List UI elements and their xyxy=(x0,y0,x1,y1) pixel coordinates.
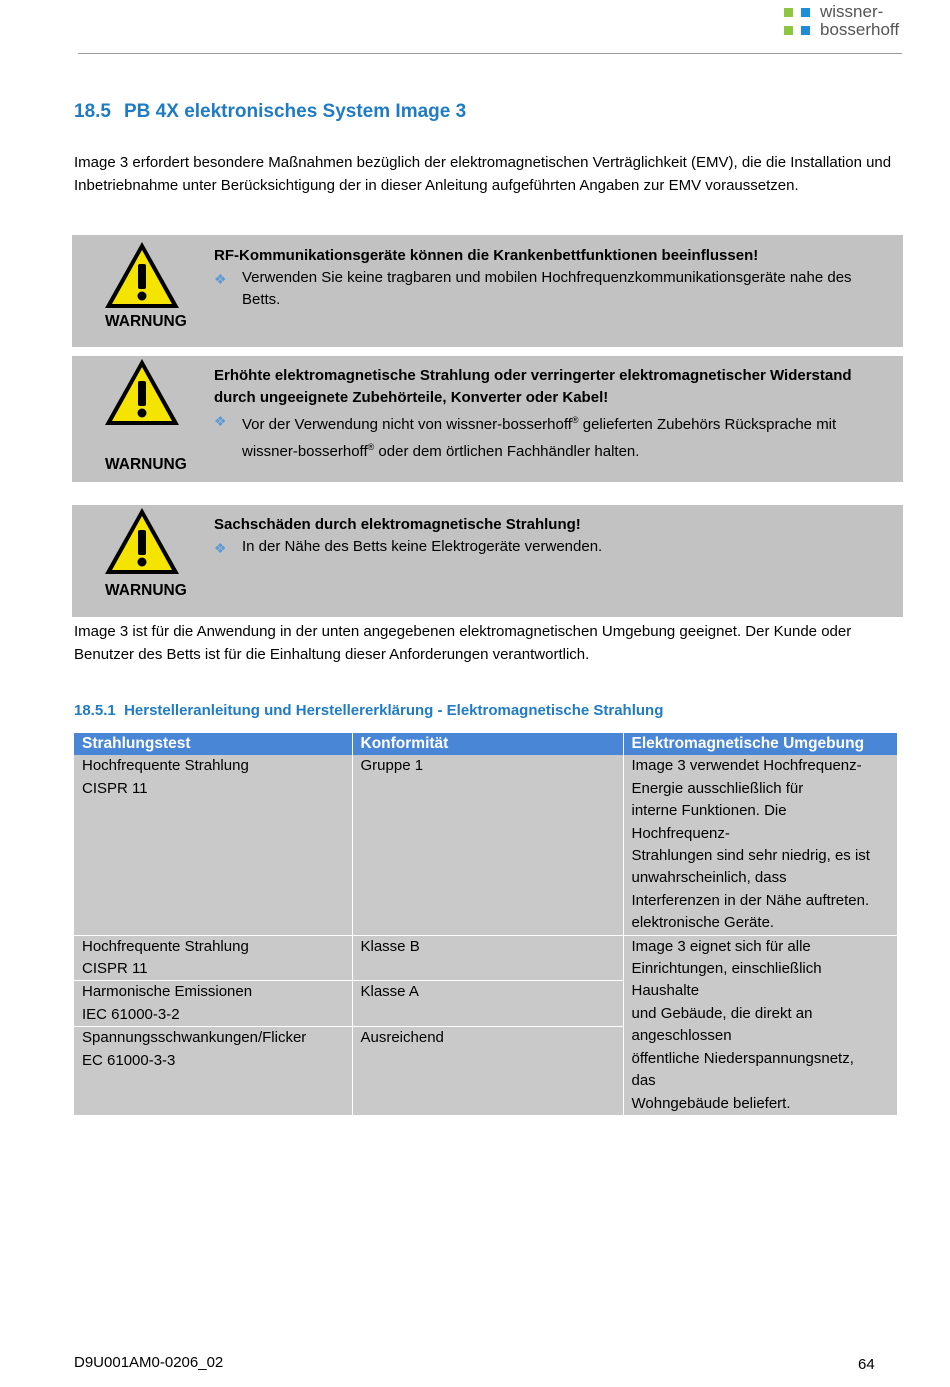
table-header-cell: Elektromagnetische Umgebung xyxy=(623,733,897,755)
table-cell-test: Hochfrequente Strahlung CISPR 11 xyxy=(74,755,352,935)
intro-paragraph: Image 3 erfordert besondere Maßnahmen bezüglich der elektromagnetischen Verträglichkeit (EMV), die die Installation und Inbetriebnahme unter Berücksichtigung der in dieser Anleitung aufgeführten Angaben zur EMV voraussetzen. xyxy=(74,154,892,194)
section-number: 18.5 xyxy=(74,101,111,122)
warning-bullet: ❖ In der Nähe des Betts keine Elektrogeräte verwenden. xyxy=(214,536,894,558)
table-cell-environment: Image 3 eignet sich für alle Einrichtungen, einschließlich Haushalte und Gebäude, die direkt an angeschlossen öffentliche Niederspannungsnetz, das Wohngebäude beliefert. xyxy=(623,935,897,1116)
logo-square xyxy=(784,8,793,17)
warning-triangle-icon xyxy=(102,356,182,428)
table-cell-conformity: Gruppe 1 xyxy=(352,755,623,935)
warning-title: Erhöhte elektromagnetische Strahlung oder verringerter elektromagnetischer Widerstand durch ungeeignete Zubehörteile, Konverter oder Kabel! xyxy=(214,367,852,406)
logo-square xyxy=(801,26,810,35)
logo-text-line1: wissner- xyxy=(820,2,884,21)
table-cell-conformity: Klasse B xyxy=(352,935,623,981)
warning-bullet: ❖ Verwenden Sie keine tragbaren und mobilen Hochfrequenzkommunikationsgeräte nahe des Betts. xyxy=(214,269,852,308)
warning-bullet: ❖ Vor der Verwendung nicht von wissner-bosserhoff® gelieferten Zubehörs Rücksprache mit wissner-bosserhoff® oder dem örtlichen Fachhändler halten. xyxy=(214,409,894,463)
warning-label: WARNUNG xyxy=(105,582,187,599)
brand-logo xyxy=(780,2,910,42)
warning-triangle-icon xyxy=(102,505,182,577)
document-id: D9U001AM0-0206_02 xyxy=(74,1354,224,1371)
bullet-diamond-icon: ❖ xyxy=(214,271,227,287)
table-cell-test: Spannungsschwankungen/Flicker EC 61000-3-3 xyxy=(74,1027,352,1116)
warning-title: RF-Kommunikationsgeräte können die Krankenbettfunktionen beeinflussen! xyxy=(214,247,759,264)
warning-box xyxy=(72,235,903,347)
table-header-cell: Strahlungstest xyxy=(74,733,352,755)
warning-label: WARNUNG xyxy=(105,313,187,330)
table-cell-test: Hochfrequente Strahlung CISPR 11 xyxy=(74,935,352,981)
warning-label: WARNUNG xyxy=(105,456,187,473)
warning-box xyxy=(72,356,903,482)
logo-square xyxy=(801,8,810,17)
subsection-number: 18.5.1 xyxy=(74,702,116,719)
warning-title: Sachschäden durch elektromagnetische Strahlung! xyxy=(214,516,581,533)
logo-square xyxy=(784,26,793,35)
emission-table xyxy=(74,733,897,1116)
table-cell-environment: Image 3 verwendet Hochfrequenz- Energie ausschließlich für interne Funktionen. Die Hochfrequenz- Strahlungen sind sehr niedrig, es ist unwahrscheinlich, dass Interferenzen in der Nähe auftreten. elektronische Geräte. xyxy=(623,755,897,935)
subsection-title: Herstelleranleitung und Herstellererklärung - Elektromagnetische Strahlung xyxy=(124,702,664,719)
warning-box xyxy=(72,505,903,617)
section-heading xyxy=(74,101,466,123)
table-row xyxy=(74,755,897,935)
table-cell-conformity: Klasse A xyxy=(352,981,623,1027)
table-row xyxy=(74,935,897,981)
table-header-cell: Konformität xyxy=(352,733,623,755)
subsection-heading xyxy=(74,702,663,719)
bullet-diamond-icon: ❖ xyxy=(214,413,227,429)
section-title: PB 4X elektronisches System Image 3 xyxy=(124,101,467,122)
logo-text-line2: bosserhoff xyxy=(820,20,900,39)
warning-triangle-icon xyxy=(102,239,182,311)
table-header-row xyxy=(74,733,897,755)
table-cell-test: Harmonische Emissionen IEC 61000-3-2 xyxy=(74,981,352,1027)
header-divider xyxy=(78,53,902,54)
page-number: 64 xyxy=(858,1356,875,1373)
table-cell-conformity: Ausreichend xyxy=(352,1027,623,1116)
environment-paragraph: Image 3 ist für die Anwendung in der unten angegebenen elektromagnetischen Umgebung geeignet. Der Kunde oder Benutzer des Betts ist für die Einhaltung dieser Anforderungen verantwortlich. xyxy=(74,623,852,663)
bullet-diamond-icon: ❖ xyxy=(214,540,227,556)
